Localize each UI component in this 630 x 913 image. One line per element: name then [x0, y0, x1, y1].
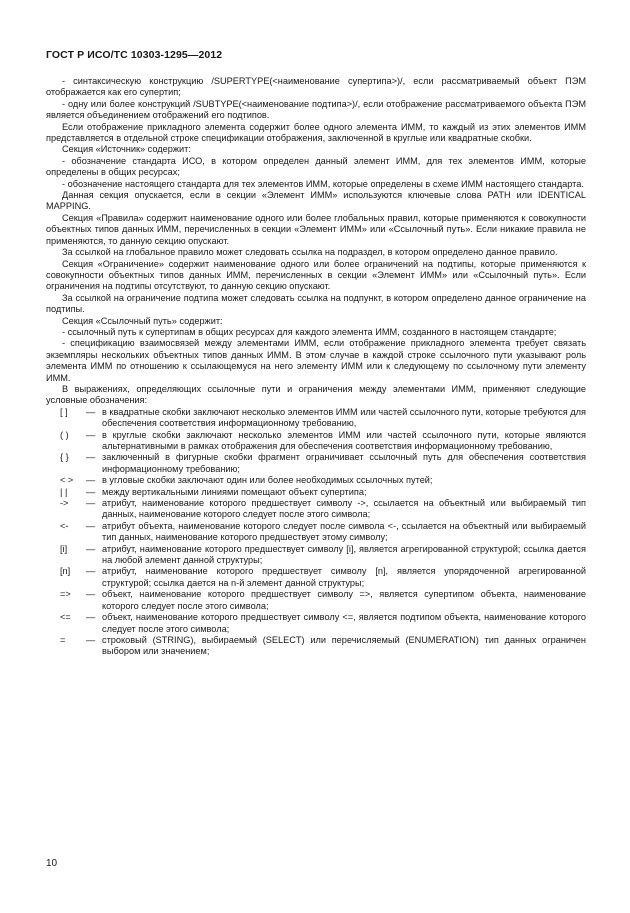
- paragraph: - спецификацию взаимосвязей между элементами ИММ, если отображение прикладного элемента требует связать экземпляры нескольких объектных типов данных ИММ. В этом случае в каждой строке ссылочного пути указывают роль элемента ИММ по отношению к ссылающемуся на него элементу ИММ или к следующему по ссылочному пути элементу ИММ.: [46, 338, 586, 383]
- notation-text: в угловые скобки заключают один или более необходимых ссылочных путей;: [102, 475, 433, 486]
- notation-dash: —: [86, 634, 96, 645]
- notation-dash: —: [86, 589, 96, 600]
- paragraph: - ссылочный путь к супертипам в общих ресурсах для каждого элемента ИММ, созданного в настоящем стандарте;: [62, 326, 557, 337]
- notation-dash: —: [86, 612, 96, 623]
- notation-item: [46, 407, 586, 430]
- notation-dash: —: [86, 520, 96, 531]
- notation-dash: —: [86, 486, 96, 497]
- notation-dash: —: [86, 429, 96, 440]
- notation-symbol: [i]: [60, 543, 68, 554]
- paragraph: Секция «Источник» содержит:: [62, 144, 191, 155]
- notation-dash: —: [86, 406, 96, 417]
- notation-symbol: ->: [60, 498, 69, 509]
- notation-text: атрибут объекта, наименование которого следует после символа <-, ссылается на объектный или выбираемый тип данных, наименование которого предшествует этому символу;: [102, 520, 586, 543]
- notation-symbol: <=: [60, 612, 71, 623]
- notation-list: [46, 407, 586, 658]
- notation-item: [46, 487, 586, 498]
- notation-symbol: =: [60, 634, 66, 645]
- paragraph: - обозначение стандарта ИСО, в котором определен данный элемент ИММ, для тех элементов ИММ, которые определены в общих ресурсах;: [46, 155, 586, 178]
- notation-symbol: [ ]: [60, 406, 68, 417]
- notation-dash: —: [86, 452, 96, 463]
- notation-symbol: [n]: [60, 566, 71, 577]
- paragraph: Секция «Правила» содержит наименование одного или более глобальных правил, которые применяются к совокупности объектных типов данных ИММ, перечисленных в секции «Элемент ИММ» или «Ссылочный путь». Если никакие правила не применяются, то данную секцию опускают.: [46, 212, 586, 246]
- notation-text: объект, наименование которого предшествует символу <=, является подтипом объекта, наименование которого следует после этого символа;: [102, 612, 586, 634]
- notation-text: объект, наименование которого предшествует символу =>, является супертипом объекта, наименование которого следует после этого символа;: [102, 589, 586, 611]
- paragraph: Если отображение прикладного элемента содержит более одного элемента ИММ, то каждый из этих элементов ИММ представляется в отдельной строке спецификации отображения, заключенной в круглые или квадратные скобки.: [46, 121, 586, 144]
- notation-text: строковый (STRING), выбираемый (SELECT) или перечисляемый (ENUMERATION) тип данных ограничен выбором или значением;: [102, 634, 586, 657]
- notation-item: [46, 612, 586, 635]
- notation-item: [46, 521, 586, 544]
- paragraph: Данная секция опускается, если в секции «Элемент ИММ» используются ключевые слова PATH или IDENTICAL MAPPING.: [46, 190, 586, 212]
- page-number: 10: [46, 858, 58, 869]
- notation-dash: —: [86, 543, 96, 554]
- paragraph: За ссылкой на ограничение подтипа может следовать ссылка на подпункт, в котором определено данное ограничение на подтипы.: [46, 292, 586, 315]
- notation-text: атрибут, наименование которого предшествует символу [i], является агрегированной структурой; ссылка дается на любой элемент данной структуры;: [102, 543, 586, 566]
- notation-dash: —: [86, 566, 96, 577]
- notation-text: атрибут, наименование которого предшествует символу ->, ссылается на объектный или выбираемый тип данных, наименование которого следует после этого символа;: [102, 498, 586, 520]
- notation-symbol: | |: [60, 486, 68, 497]
- notation-item: [46, 544, 586, 567]
- document-header: ГОСТ Р ИСО/ТС 10303-1295—2012: [46, 49, 223, 61]
- notation-text: заключенный в фигурные скобки фрагмент ограничивает ссылочный путь для обеспечения соответствия информационному требованию;: [102, 452, 586, 474]
- paragraph: - синтаксическую конструкцию /SUPERTYPE(<наименование супертипа>)/, если рассматриваемый объект ПЭМ отображается как его супертип;: [46, 76, 586, 98]
- notation-text: между вертикальными линиями помещают объект супертипа;: [102, 486, 367, 497]
- paragraph: За ссылкой на глобальное правило может следовать ссылка на подраздел, в котором определено данное правило.: [62, 247, 558, 258]
- notation-symbol: < >: [60, 475, 74, 486]
- notation-item: [46, 452, 586, 475]
- notation-item: [46, 589, 586, 612]
- notation-symbol: ( ): [60, 429, 69, 440]
- notation-item: [46, 498, 586, 521]
- notation-symbol: <-: [60, 520, 69, 531]
- paragraph: - обозначение настоящего стандарта для тех элементов ИММ, которые определены в схеме ИММ настоящего стандарта.: [62, 178, 584, 189]
- notation-text: в квадратные скобки заключают несколько элементов ИММ или частей ссылочного пути, которые требуются для обеспечения соответствия информационному требованию,: [102, 406, 586, 429]
- notation-text: атрибут, наименование которого предшествует символу [n], является упорядоченной агрегированной структурой; ссылка дается на n-й элемент данной структуры;: [102, 566, 586, 588]
- paragraph: Секция «Ссылочный путь» содержит:: [62, 315, 223, 326]
- notation-symbol: { }: [60, 452, 69, 463]
- notation-item: [46, 566, 586, 589]
- notation-symbol: =>: [60, 589, 71, 600]
- notation-dash: —: [86, 498, 96, 509]
- notation-item: [46, 430, 586, 453]
- paragraph: Секция «Ограничение» содержит наименование одного или более ограничений на подтипы, которые применяются к совокупности объектных типов данных ИММ, перечисленных в секции «Элемент ИММ» или «Ссылочный путь». Если ограничения на подтипы отсутствуют, то данную секцию опускают.: [46, 258, 586, 292]
- notation-item: [46, 475, 586, 486]
- paragraph: - одну или более конструкций /SUBTYPE(<наименование подтипа>)/, если отображение рассматриваемого объекта ПЭМ является объединением отображений его подтипов.: [46, 98, 586, 121]
- document-body: [46, 76, 586, 658]
- paragraph: В выражениях, определяющих ссылочные пути и ограничения между элементами ИММ, применяют следующие условные обозначения:: [46, 383, 586, 406]
- notation-dash: —: [86, 475, 96, 486]
- notation-text: в круглые скобки заключают несколько элементов ИММ или частей ссылочного пути, которые являются альтернативными в рамках отображения для обеспечения соответствия информационному требованию,: [102, 429, 586, 451]
- notation-item: [46, 635, 586, 658]
